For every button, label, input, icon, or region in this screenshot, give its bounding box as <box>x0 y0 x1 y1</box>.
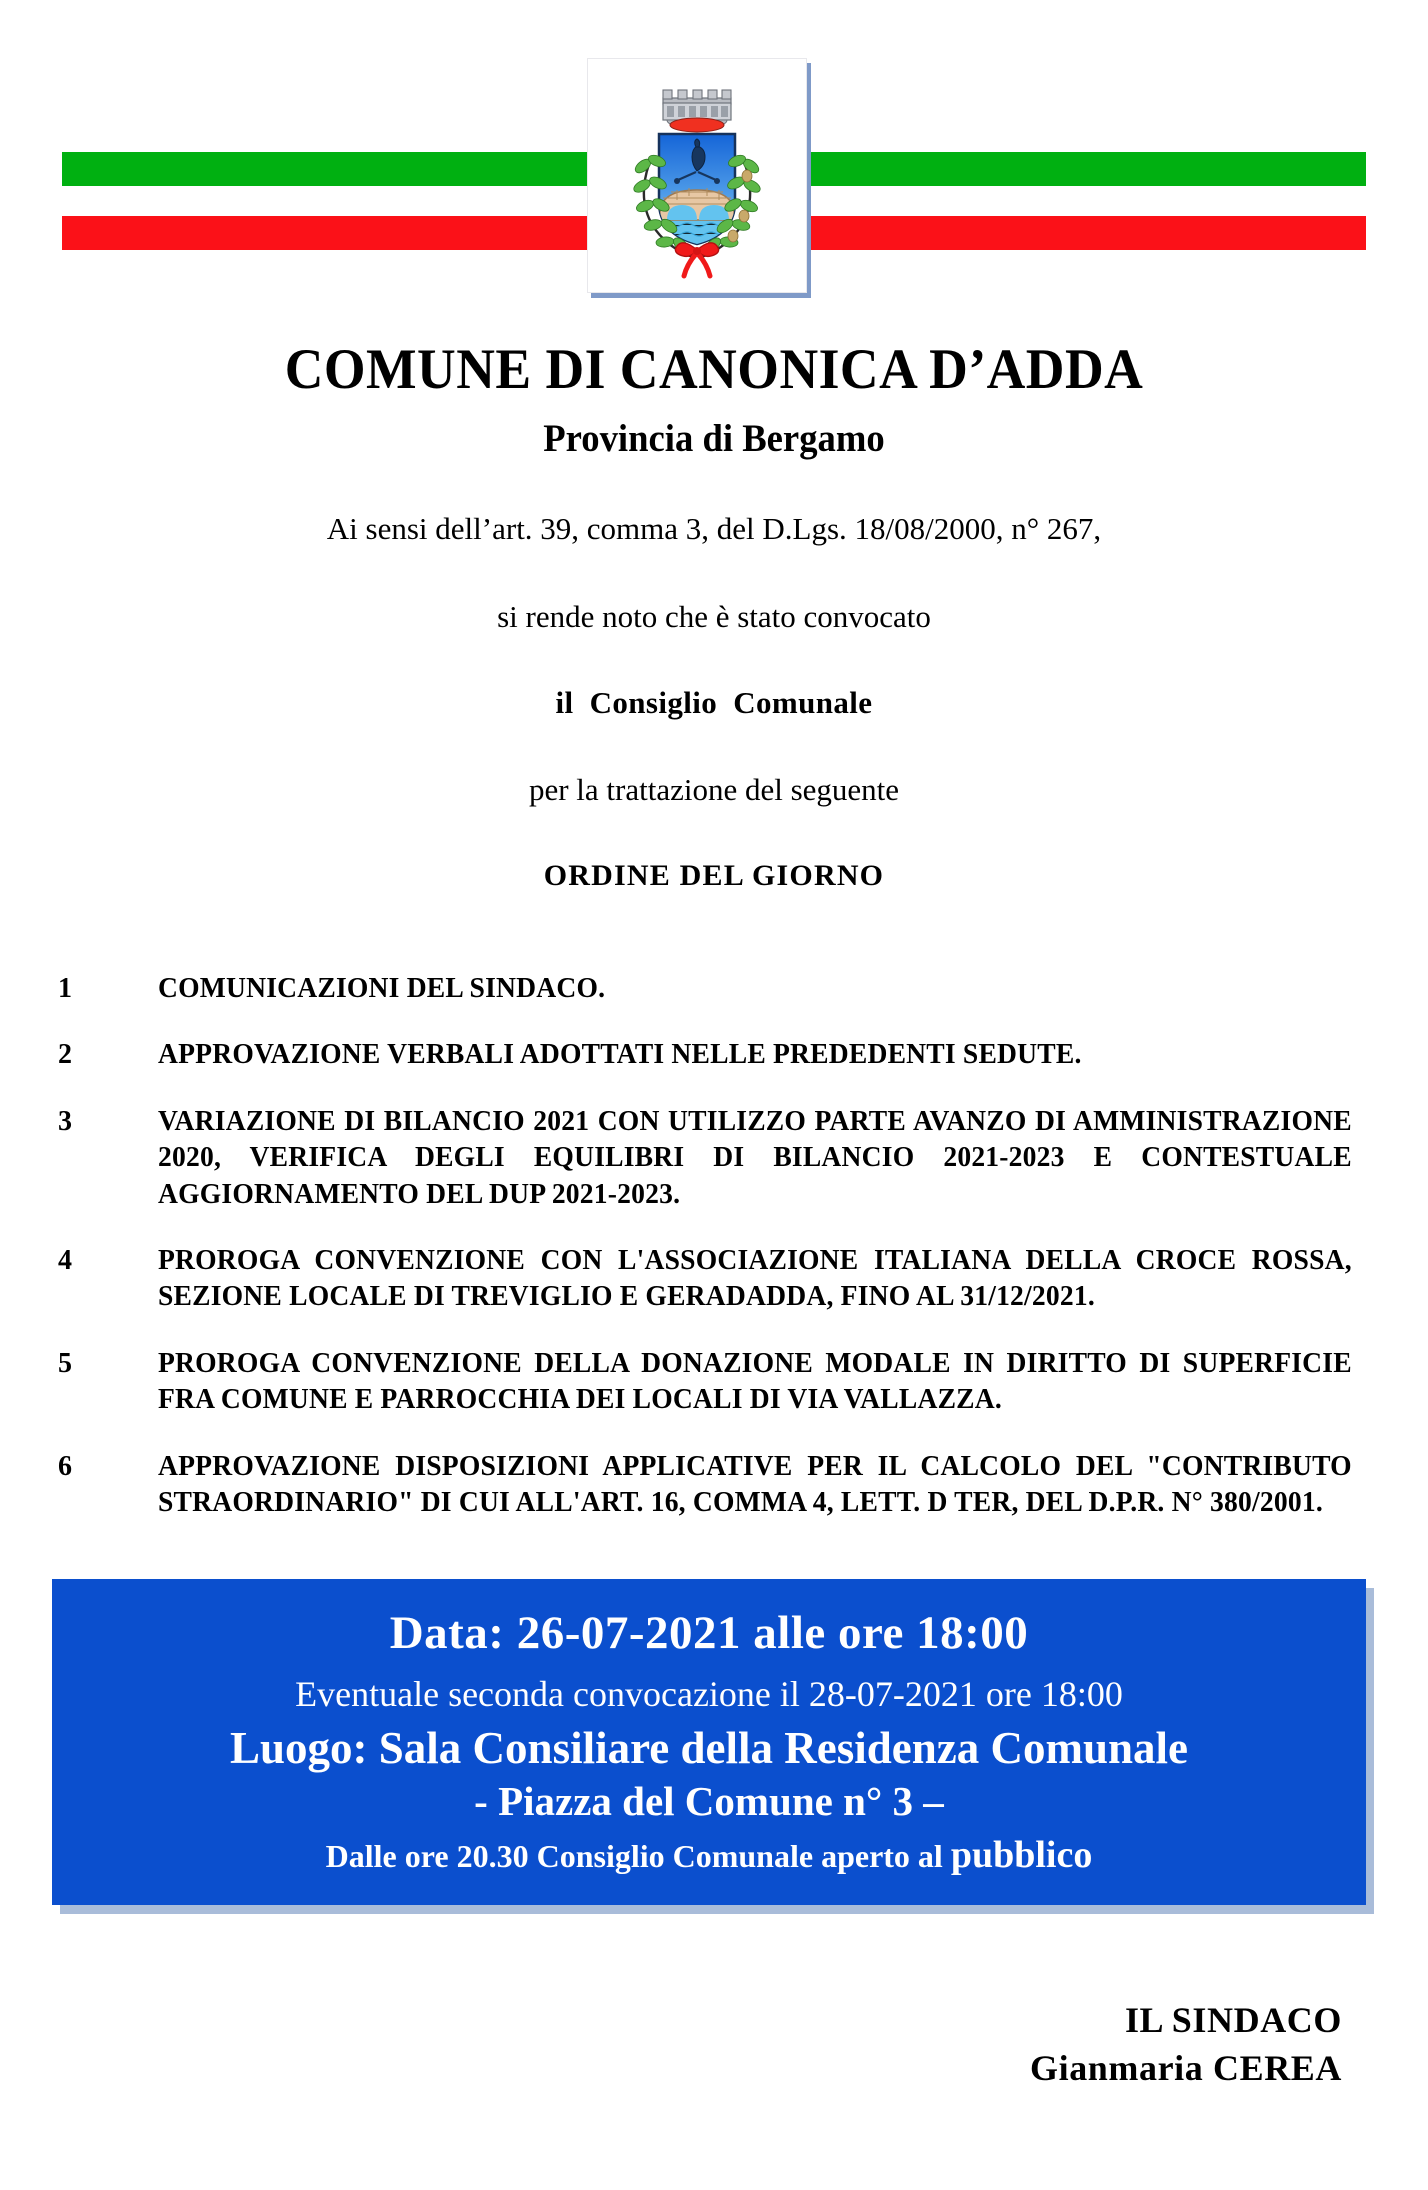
agenda-item-number: 6 <box>58 1450 72 1482</box>
signature-role: IL SINDACO <box>1124 2000 1342 2041</box>
intro-legal-reference: Ai sensi dell’art. 39, comma 3, del D.Lgs. 18/08/2000, n° 267, <box>326 510 1102 546</box>
agenda-item-text: PROROGA CONVENZIONE DELLA DONAZIONE MODALE IN DIRITTO DI SUPERFICIE FRA COMUNE E PARROCCHIA DEI LOCALI DI VIA VALLAZZA. <box>158 1347 1352 1416</box>
agenda-item <box>58 1104 1370 1213</box>
info-box-wrapper <box>52 1579 1366 1905</box>
second-convocation-line: Eventuale seconda convocazione il 28-07-2021 ore 18:00 <box>295 1673 1123 1714</box>
agenda-item <box>58 1037 1370 1073</box>
agenda-item-number: 4 <box>58 1244 72 1276</box>
agenda-item-number: 3 <box>58 1105 72 1137</box>
public-access-emphasis: pubblico <box>950 1833 1093 1876</box>
agenda-item-number: 1 <box>58 973 72 1005</box>
agenda-item-text: PROROGA CONVENZIONE CON L'ASSOCIAZIONE ITALIANA DELLA CROCE ROSSA, SEZIONE LOCALE DI TREVIGLIO E GERADADDA, FINO AL 31/12/2021. <box>158 1244 1352 1313</box>
meeting-date-line: Data: 26-07-2021 alle ore 18:00 <box>389 1607 1029 1660</box>
page-subtitle: Provincia di Bergamo <box>543 416 885 460</box>
meeting-address-line: - Piazza del Comune n° 3 – <box>474 1777 944 1824</box>
coat-of-arms-icon <box>597 68 797 283</box>
agenda-item <box>58 971 1370 1007</box>
agenda-heading: ORDINE DEL GIORNO <box>543 859 885 893</box>
intro-council-line <box>0 683 1428 723</box>
agenda-item <box>58 1449 1370 1522</box>
agenda-item-text: APPROVAZIONE DISPOSIZIONI APPLICATIVE PER IL CALCOLO DEL "CONTRIBUTO STRAORDINARIO" DI CUI ALL'ART. 16, COMMA 4, LETT. D TER, DEL D.P.R. N° 380/2001. <box>158 1450 1352 1518</box>
intro-council-word1: Consiglio <box>589 685 718 721</box>
meeting-place-line: Luogo: Sala Consiliare della Residenza Comunale <box>230 1722 1188 1773</box>
intro-council-article: il <box>555 685 574 721</box>
signature-name: Gianmaria CEREA <box>1029 2047 1342 2088</box>
public-access-text: Dalle ore 20.30 Consiglio Comunale aperto al <box>325 1837 951 1874</box>
signature-block <box>0 1997 1428 2092</box>
intro-council-word2: Comunale <box>733 685 873 721</box>
agenda-item-number: 5 <box>58 1347 72 1379</box>
coat-of-arms-emblem <box>587 58 807 293</box>
page-header <box>0 0 1428 290</box>
agenda-item-text: APPROVAZIONE VERBALI ADOTTATI NELLE PREDEDENTI SEDUTE. <box>158 1039 1082 1071</box>
agenda-item <box>58 1346 1370 1419</box>
agenda-item-text: VARIAZIONE DI BILANCIO 2021 CON UTILIZZO PARTE AVANZO DI AMMINISTRAZIONE 2020, VERIFICA DEGLI EQUILIBRI DI BILANCIO 2021-2023 E CONTESTUALE AGGIORNAMENTO DEL DUP 2021-2023. <box>158 1105 1352 1210</box>
agenda-item-text: COMUNICAZIONI DEL SINDACO. <box>158 973 606 1005</box>
intro-agenda-lead: per la trattazione del seguente <box>528 771 900 807</box>
public-access-line <box>72 1832 1346 1880</box>
agenda-list <box>0 971 1428 1521</box>
agenda-item-number: 2 <box>58 1039 72 1071</box>
page-title: COMUNE DI CANONICA D’ADDA <box>284 338 1144 401</box>
meeting-info-box <box>52 1579 1366 1905</box>
intro-notice-line: si rende noto che è stato convocato <box>497 599 931 635</box>
agenda-item <box>58 1243 1370 1316</box>
